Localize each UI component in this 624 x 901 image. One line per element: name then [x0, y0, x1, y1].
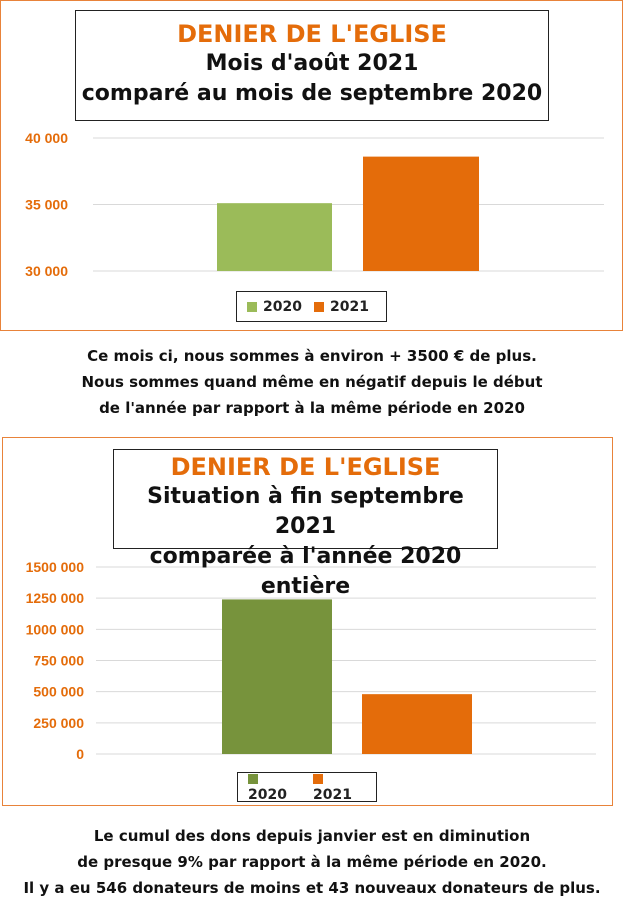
note2-line1: Le cumul des dons depuis janvier est en diminution: [93, 827, 531, 845]
chart2-bar-2021: [362, 694, 472, 754]
legend-swatch-2021: [313, 774, 323, 784]
chart2-y-tick-label: 1250 000: [25, 590, 84, 607]
legend-label-2021: 2021: [329, 298, 369, 315]
chart1-y-tick-label: 40 000: [25, 130, 68, 146]
chart1-bar-2021: [363, 157, 479, 271]
chart1-bar-2020: [217, 203, 332, 271]
note-august: [0, 343, 624, 421]
legend-swatch-2020: [247, 302, 257, 312]
legend-swatch-2020: [248, 774, 258, 784]
chart1-title-line2: comparé au mois de septembre 2020: [81, 81, 543, 106]
chart2-title-line1: Situation à fin septembre 2021: [147, 484, 464, 539]
chart1-legend-item-2020: [247, 299, 302, 315]
chart2-title-org: DENIER DE L'EGLISE: [170, 453, 441, 481]
chart1-title-line1: Mois d'août 2021: [205, 51, 419, 76]
chart2-legend: [237, 772, 377, 802]
chart1-title-org: DENIER DE L'EGLISE: [177, 20, 447, 48]
legend-label-2021: 2021: [313, 787, 352, 803]
note2-line2: de presque 9% par rapport à la même période en 2020.: [77, 853, 547, 871]
chart2-title-line2: comparée à l'année 2020 entière: [149, 544, 462, 599]
note1-line2: Nous sommes quand même en négatif depuis le début: [81, 373, 543, 391]
chart2-bar-2020: [222, 599, 332, 754]
legend-label-2020: 2020: [263, 298, 302, 315]
chart2-title-box: [113, 449, 498, 599]
chart2-y-tick-label: 500 000: [33, 683, 84, 700]
chart1-title-box: [75, 10, 549, 121]
legend-label-2020: 2020: [248, 787, 287, 803]
legend-swatch-2021: [314, 302, 324, 312]
chart2-y-tick-label: 1500 000: [25, 559, 84, 575]
chart1-y-tick-label: 35 000: [25, 196, 68, 213]
chart1-legend: [236, 291, 387, 322]
chart2-y-tick-label: 0: [76, 746, 84, 762]
chart2-y-tick-label: 750 000: [33, 652, 84, 669]
note-september: [0, 823, 624, 901]
chart2-legend-item-2021: [313, 771, 366, 803]
note2-line3: Il y a eu 546 donateurs de moins et 43 nouveaux donateurs de plus.: [23, 879, 601, 897]
chart2-y-tick-label: 1000 000: [25, 621, 84, 638]
note1-line3: de l'année par rapport à la même période en 2020: [99, 399, 525, 417]
chart1-y-tick-label: 30 000: [25, 263, 68, 279]
note1-line1: Ce mois ci, nous sommes à environ + 3500 € de plus.: [87, 347, 537, 365]
chart2-legend-item-2020: [248, 771, 301, 803]
chart1-legend-item-2021: [314, 299, 369, 315]
chart2-y-tick-label: 250 000: [33, 714, 84, 731]
